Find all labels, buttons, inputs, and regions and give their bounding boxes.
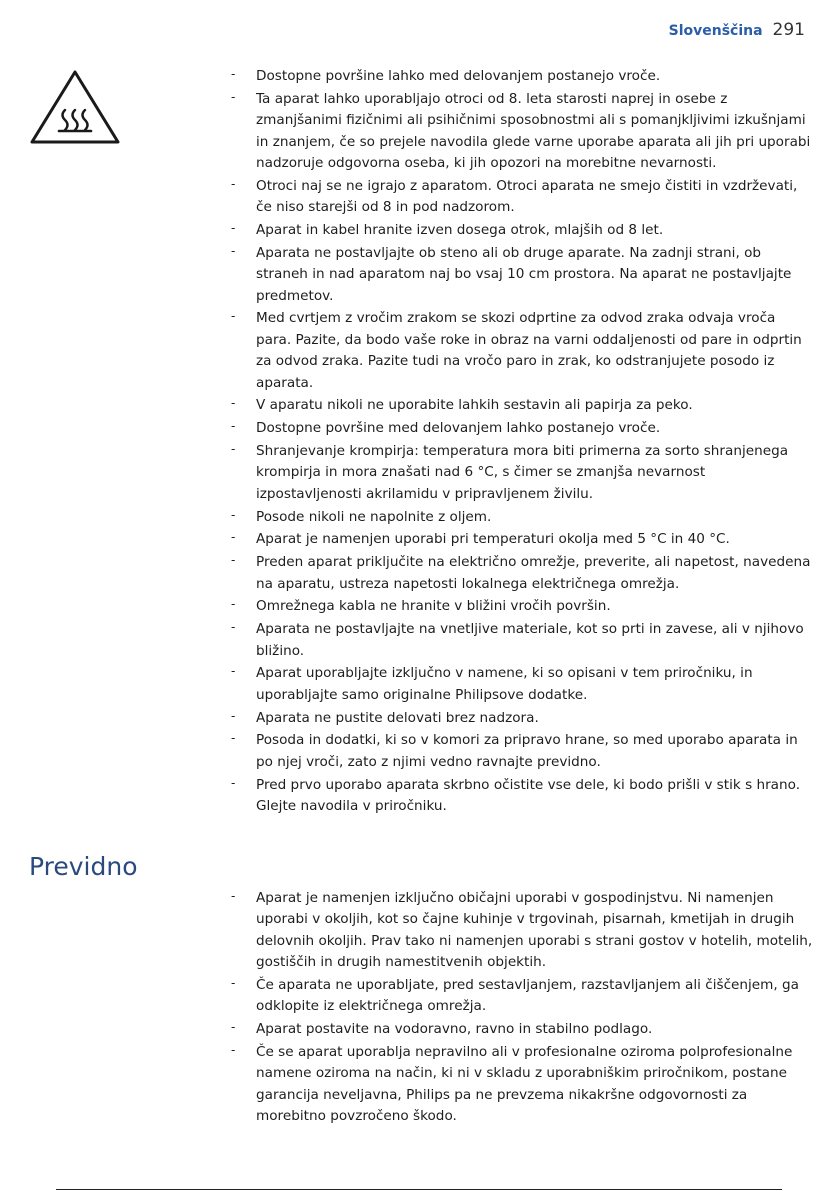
section-title-previdno: Previdno xyxy=(29,852,138,881)
list-item: - Če aparata ne uporabljate, pred sestavljanjem, razstavljanjem ali čiščenjem, ga odklopite iz električnega omrežja. xyxy=(231,976,799,1015)
list-item: - Pred prvo uporabo aparata skrbno očistite vse dele, ki bodo prišli v stik s hrano. Glejte navodila v priročniku. xyxy=(231,775,801,815)
hot-surface-warning-icon xyxy=(28,68,122,146)
list-item: - Aparat je namenjen izključno običajni uporabi v gospodinjstvu. Ni namenjen uporabi v okoljih, kot so čajne kuhinje v trgovinah, pisarnah, kmetijah in drugih delovnih okoljih. Prav tako ni namenjen uporabi s strani gostov v hotelih, motelih, gostiščih in drugih namestitvenih objektih. xyxy=(231,889,813,971)
list-item: - Če se aparat uporablja nepravilno ali v profesionalne oziroma polprofesionalne namene oziroma na način, ki ni v skladu z uporabniškim priročnikom, postane garancija neveljavna, Philips pa ne prevzema nikakršne odgovornosti za morebitno povzročeno škodo. xyxy=(231,1043,793,1125)
list-item: - Posoda in dodatki, ki so v komori za pripravo hrane, so med uporabo aparata in po njej vroči, zato z njimi vedno ravnajte previdno. xyxy=(231,731,798,770)
list-item: - Shranjevanje krompirja: temperatura mora biti primerna za sorto shranjenega krompirja in mora znašati nad 6 °C, s čimer se zmanjša nevarnost izpostavljenosti akrilamidu v pripravljenem živilu. xyxy=(231,442,789,502)
list-item: - V aparatu nikoli ne uporabite lahkih sestavin ali papirja za peko. xyxy=(231,396,693,414)
language-label: Slovenščina xyxy=(668,23,763,39)
page-number: 291 xyxy=(772,20,805,40)
page-header xyxy=(669,20,805,40)
list-item: - Aparat postavite na vodoravno, ravno in stabilno podlago. xyxy=(231,1020,653,1038)
list-item: - Omrežnega kabla ne hranite v bližini vročih površin. xyxy=(231,597,611,615)
list-item: - Aparata ne pustite delovati brez nadzora. xyxy=(231,708,539,726)
footer-divider xyxy=(56,1189,782,1190)
list-item: - Med cvrtjem z vročim zrakom se skozi odprtine za odvod zraka odvaja vroča para. Pazite, da bodo vaše roke in obraz na varni oddaljenosti od pare in odprtin za odvod zraka. Pazite tudi na vročo paro in zrak, ko odstranjujete posodo iz aparata. xyxy=(231,309,802,391)
list-item: - Aparata ne postavljajte na vnetljive materiale, kot so prti in zavese, ali v njihovo bližino. xyxy=(231,620,804,659)
list-item: - Otroci naj se ne igrajo z aparatom. Otroci aparata ne smejo čistiti in vzdrževati, če niso starejši od 8 in pod nadzorom. xyxy=(231,176,798,216)
list-item: - Aparata ne postavljajte ob steno ali ob druge aparate. Na zadnji strani, ob straneh in nad aparatom naj bo vsaj 10 cm prostora. Na aparat ne postavljajte predmetov. xyxy=(231,243,792,304)
list-item: - Dostopne površine med delovanjem lahko postanejo vroče. xyxy=(231,419,661,437)
list-item: - Aparat in kabel hranite izven dosega otrok, mlajših od 8 let. xyxy=(231,221,664,239)
list-item: - Aparat uporabljajte izključno v namene, ki so opisani v tem priročniku, in uporabljajte samo originalne Philipsove dodatke. xyxy=(231,664,753,703)
list-item: - Preden aparat priključite na električno omrežje, preverite, ali napetost, navedena na aparatu, ustreza napetosti lokalnega električnega omrežja. xyxy=(231,553,811,592)
list-item: - Aparat je namenjen uporabi pri temperaturi okolja med 5 °C in 40 °C. xyxy=(231,530,730,548)
warnings-list xyxy=(231,66,813,819)
caution-list xyxy=(231,888,813,1129)
list-item: - Posode nikoli ne napolnite z oljem. xyxy=(231,507,492,525)
list-item: - Dostopne površine lahko med delovanjem postanejo vroče. xyxy=(231,67,661,84)
list-item: - Ta aparat lahko uporabljajo otroci od 8. leta starosti naprej in osebe z zmanjšanimi fizičnimi ali psihičnimi sposobnostmi ali s pomanjkljivimi izkušnjami in znanjem, če so prejele navodila glede varne uporabe aparata ali jih pri uporabi nadzoruje odgovorna oseba, ki jih opozori na morebitne nevarnosti. xyxy=(231,89,811,172)
